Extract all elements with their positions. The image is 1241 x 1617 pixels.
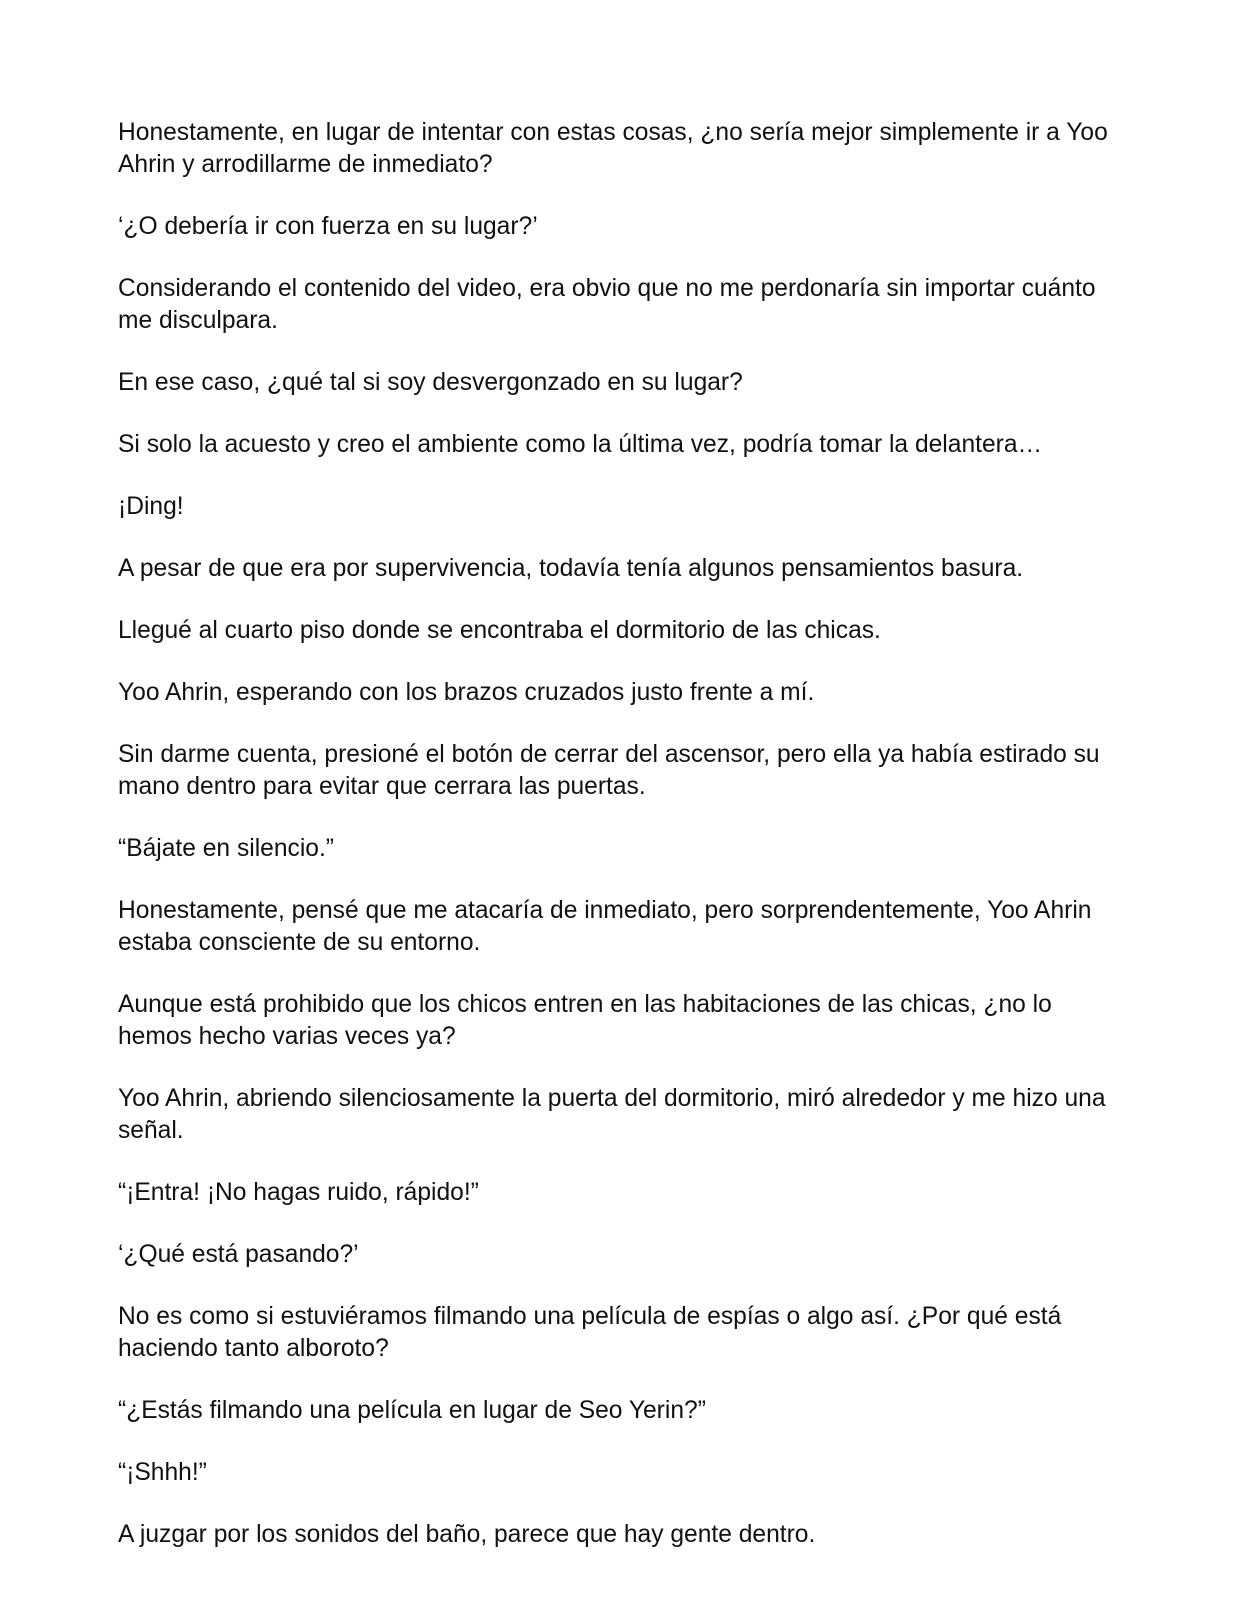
paragraph: ‘¿Qué está pasando?’ [118, 1241, 359, 1268]
paragraph: Considerando el contenido del video, era obvio que no me perdonaría sin importar cuánto me disculpara. [118, 275, 1096, 334]
paragraph: “¡Shhh!” [118, 1459, 207, 1486]
paragraph: Yoo Ahrin, esperando con los brazos cruzados justo frente a mí. [118, 679, 815, 706]
paragraph: No es como si estuviéramos filmando una película de espías o algo así. ¿Por qué está haciendo tanto alboroto? [118, 1303, 1062, 1362]
paragraph: Si solo la acuesto y creo el ambiente como la última vez, podría tomar la delantera… [118, 431, 1043, 458]
paragraph: Honestamente, pensé que me atacaría de inmediato, pero sorprendentemente, Yoo Ahrin estaba consciente de su entorno. [118, 897, 1092, 956]
paragraph: ‘¿O debería ir con fuerza en su lugar?’ [118, 213, 538, 240]
paragraph: Sin darme cuenta, presioné el botón de cerrar del ascensor, pero ella ya había estirado su mano dentro para evitar que cerrara las puertas. [118, 741, 1100, 800]
paragraph: Aunque está prohibido que los chicos entren en las habitaciones de las chicas, ¿no lo hemos hecho varias veces ya? [118, 991, 1052, 1050]
paragraph: Honestamente, en lugar de intentar con estas cosas, ¿no sería mejor simplemente ir a Yoo Ahrin y arrodillarme de inmediato? [118, 119, 1108, 178]
paragraph: A pesar de que era por supervivencia, todavía tenía algunos pensamientos basura. [118, 555, 1024, 582]
paragraph: “Bájate en silencio.” [118, 835, 334, 862]
paragraph: “¡Entra! ¡No hagas ruido, rápido!” [118, 1179, 479, 1206]
paragraph: ¡Ding! [118, 493, 184, 520]
paragraph: A juzgar por los sonidos del baño, parece que hay gente dentro. [118, 1521, 816, 1548]
paragraph: Llegué al cuarto piso donde se encontraba el dormitorio de las chicas. [118, 617, 881, 644]
document-body [118, 117, 1128, 1581]
paragraph: “¿Estás filmando una película en lugar de Seo Yerin?” [118, 1397, 706, 1424]
paragraph: Yoo Ahrin, abriendo silenciosamente la puerta del dormitorio, miró alrededor y me hizo una señal. [118, 1085, 1106, 1144]
paragraph: En ese caso, ¿qué tal si soy desvergonzado en su lugar? [118, 369, 743, 396]
